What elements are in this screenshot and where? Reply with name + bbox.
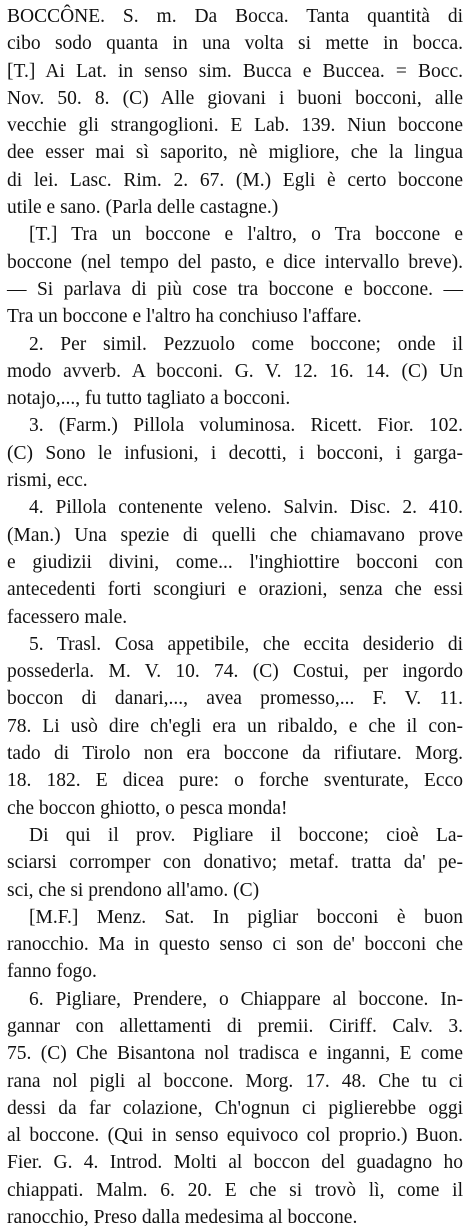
- entry-line: BOCCÔNE. S. m. Da Bocca. Tanta quantità di: [7, 6, 463, 27]
- entry-line: rana nol pigli al boccone. Morg. 17. 48. Che tu ci: [7, 1070, 463, 1092]
- entry-line: cibo sodo quanta in una volta si mette in bocca.: [7, 33, 463, 55]
- entry-line: 6. Pigliare, Prendere, o Chiappare al boccone. In-: [29, 988, 463, 1010]
- entry-line: sciarsi corromper con donativo; metaf. tratta da' pe-: [7, 852, 463, 874]
- entry-line: fanno fogo.: [7, 961, 97, 983]
- entry-line: (Man.) Una spezie di quelli che chiamavano prove: [7, 524, 463, 546]
- entry-line: rismi, ecc.: [7, 470, 88, 492]
- entry-line: di lei. Lasc. Rim. 2. 67. (M.) Egli è certo boccone: [7, 169, 463, 191]
- entry-line: 2. Per simil. Pezzuolo come boccone; onde il: [29, 333, 463, 355]
- entry-line: boccon di danari,..., avea promesso,... F. V. 11.: [7, 688, 463, 710]
- entry-line: 3. (Farm.) Pillola voluminosa. Ricett. Fior. 102.: [29, 415, 463, 437]
- entry-line: [M.F.] Menz. Sat. In pigliar bocconi è buon: [29, 906, 463, 928]
- entry-line: 5. Trasl. Cosa appetibile, che eccita desiderio di: [29, 633, 463, 655]
- entry-line: tado di Tirolo non era boccone da rifiutare. Morg.: [7, 743, 463, 765]
- entry-line: dee esser mai sì saporito, nè migliore, che la lingua: [7, 142, 463, 164]
- entry-line: dessi da far colazione, Ch'ognun ci piglierebbe oggi: [7, 1097, 463, 1119]
- entry-line: ranocchio. Ma in questo senso ci son de' bocconi che: [7, 934, 463, 956]
- entry-line: modo avverb. A bocconi. G. V. 12. 16. 14. (C) Un: [7, 360, 463, 382]
- entry-line: Di qui il prov. Pigliare il boccone; cioè La-: [29, 824, 463, 846]
- entry-line: 75. (C) Che Bisantona nol tradisca e inganni, E come: [7, 1043, 463, 1065]
- entry-line: gannar con allettamenti di premii. Ciriff. Calv. 3.: [7, 1015, 463, 1037]
- entry-line: 18. 182. E dicea pure: o forche sventurate, Ecco: [7, 770, 463, 792]
- entry-line: 4. Pillola contenente veleno. Salvin. Disc. 2. 410.: [29, 497, 463, 519]
- entry-line: al boccone. (Qui in senso equivoco col proprio.) Buon.: [7, 1125, 463, 1147]
- entry-line: possederla. M. V. 10. 74. (C) Costui, per ingordo: [7, 661, 463, 683]
- entry-line: [T.] Ai Lat. in senso sim. Bucca e Buccea. = Bocc.: [7, 60, 463, 82]
- entry-line: sci, che si prendono all'amo. (C): [7, 879, 260, 901]
- entry-line: ranocchio, Preso dalla medesima al boccone.: [7, 1207, 358, 1229]
- entry-line: notajo,..., fu tutto tagliato a bocconi.: [7, 388, 291, 410]
- entry-line: (C) Sono le infusioni, i decotti, i bocconi, i garga-: [7, 442, 463, 464]
- entry-line: boccone (nel tempo del pasto, e dice intervallo breve).: [7, 251, 463, 273]
- entry-line: Fier. G. 4. Introd. Molti al boccon del guadagno ho: [7, 1152, 463, 1174]
- entry-line: che boccon ghiotto, o pesca monda!: [7, 797, 288, 819]
- entry-line: utile e sano. (Parla delle castagne.): [7, 197, 279, 219]
- entry-line: facessero male.: [7, 606, 128, 628]
- dictionary-entry-bocconè: [7, 3, 463, 1231]
- entry-line: Tra un boccone e l'altro ha conchiuso l'affare.: [7, 306, 362, 328]
- entry-line: — Si parlava di più cose tra boccone e boccone. —: [7, 278, 463, 300]
- entry-line: e giudizii divini, come... l'inghiottire bocconi con: [7, 551, 463, 573]
- entry-line: chiappati. Malm. 6. 20. E che si trovò lì, come il: [7, 1179, 463, 1201]
- entry-line: 78. Li usò dire ch'egli era un ribaldo, e che il con-: [7, 715, 463, 737]
- entry-line: vecchie gli strangoglioni. E Lab. 139. Niun boccone: [7, 115, 463, 137]
- entry-line: antecedenti forti scongiuri e orazioni, senza che essi: [7, 579, 463, 601]
- entry-line: Nov. 50. 8. (C) Alle giovani i buoni bocconi, alle: [7, 87, 463, 109]
- entry-line: [T.] Tra un boccone e l'altro, o Tra boccone e: [29, 224, 463, 246]
